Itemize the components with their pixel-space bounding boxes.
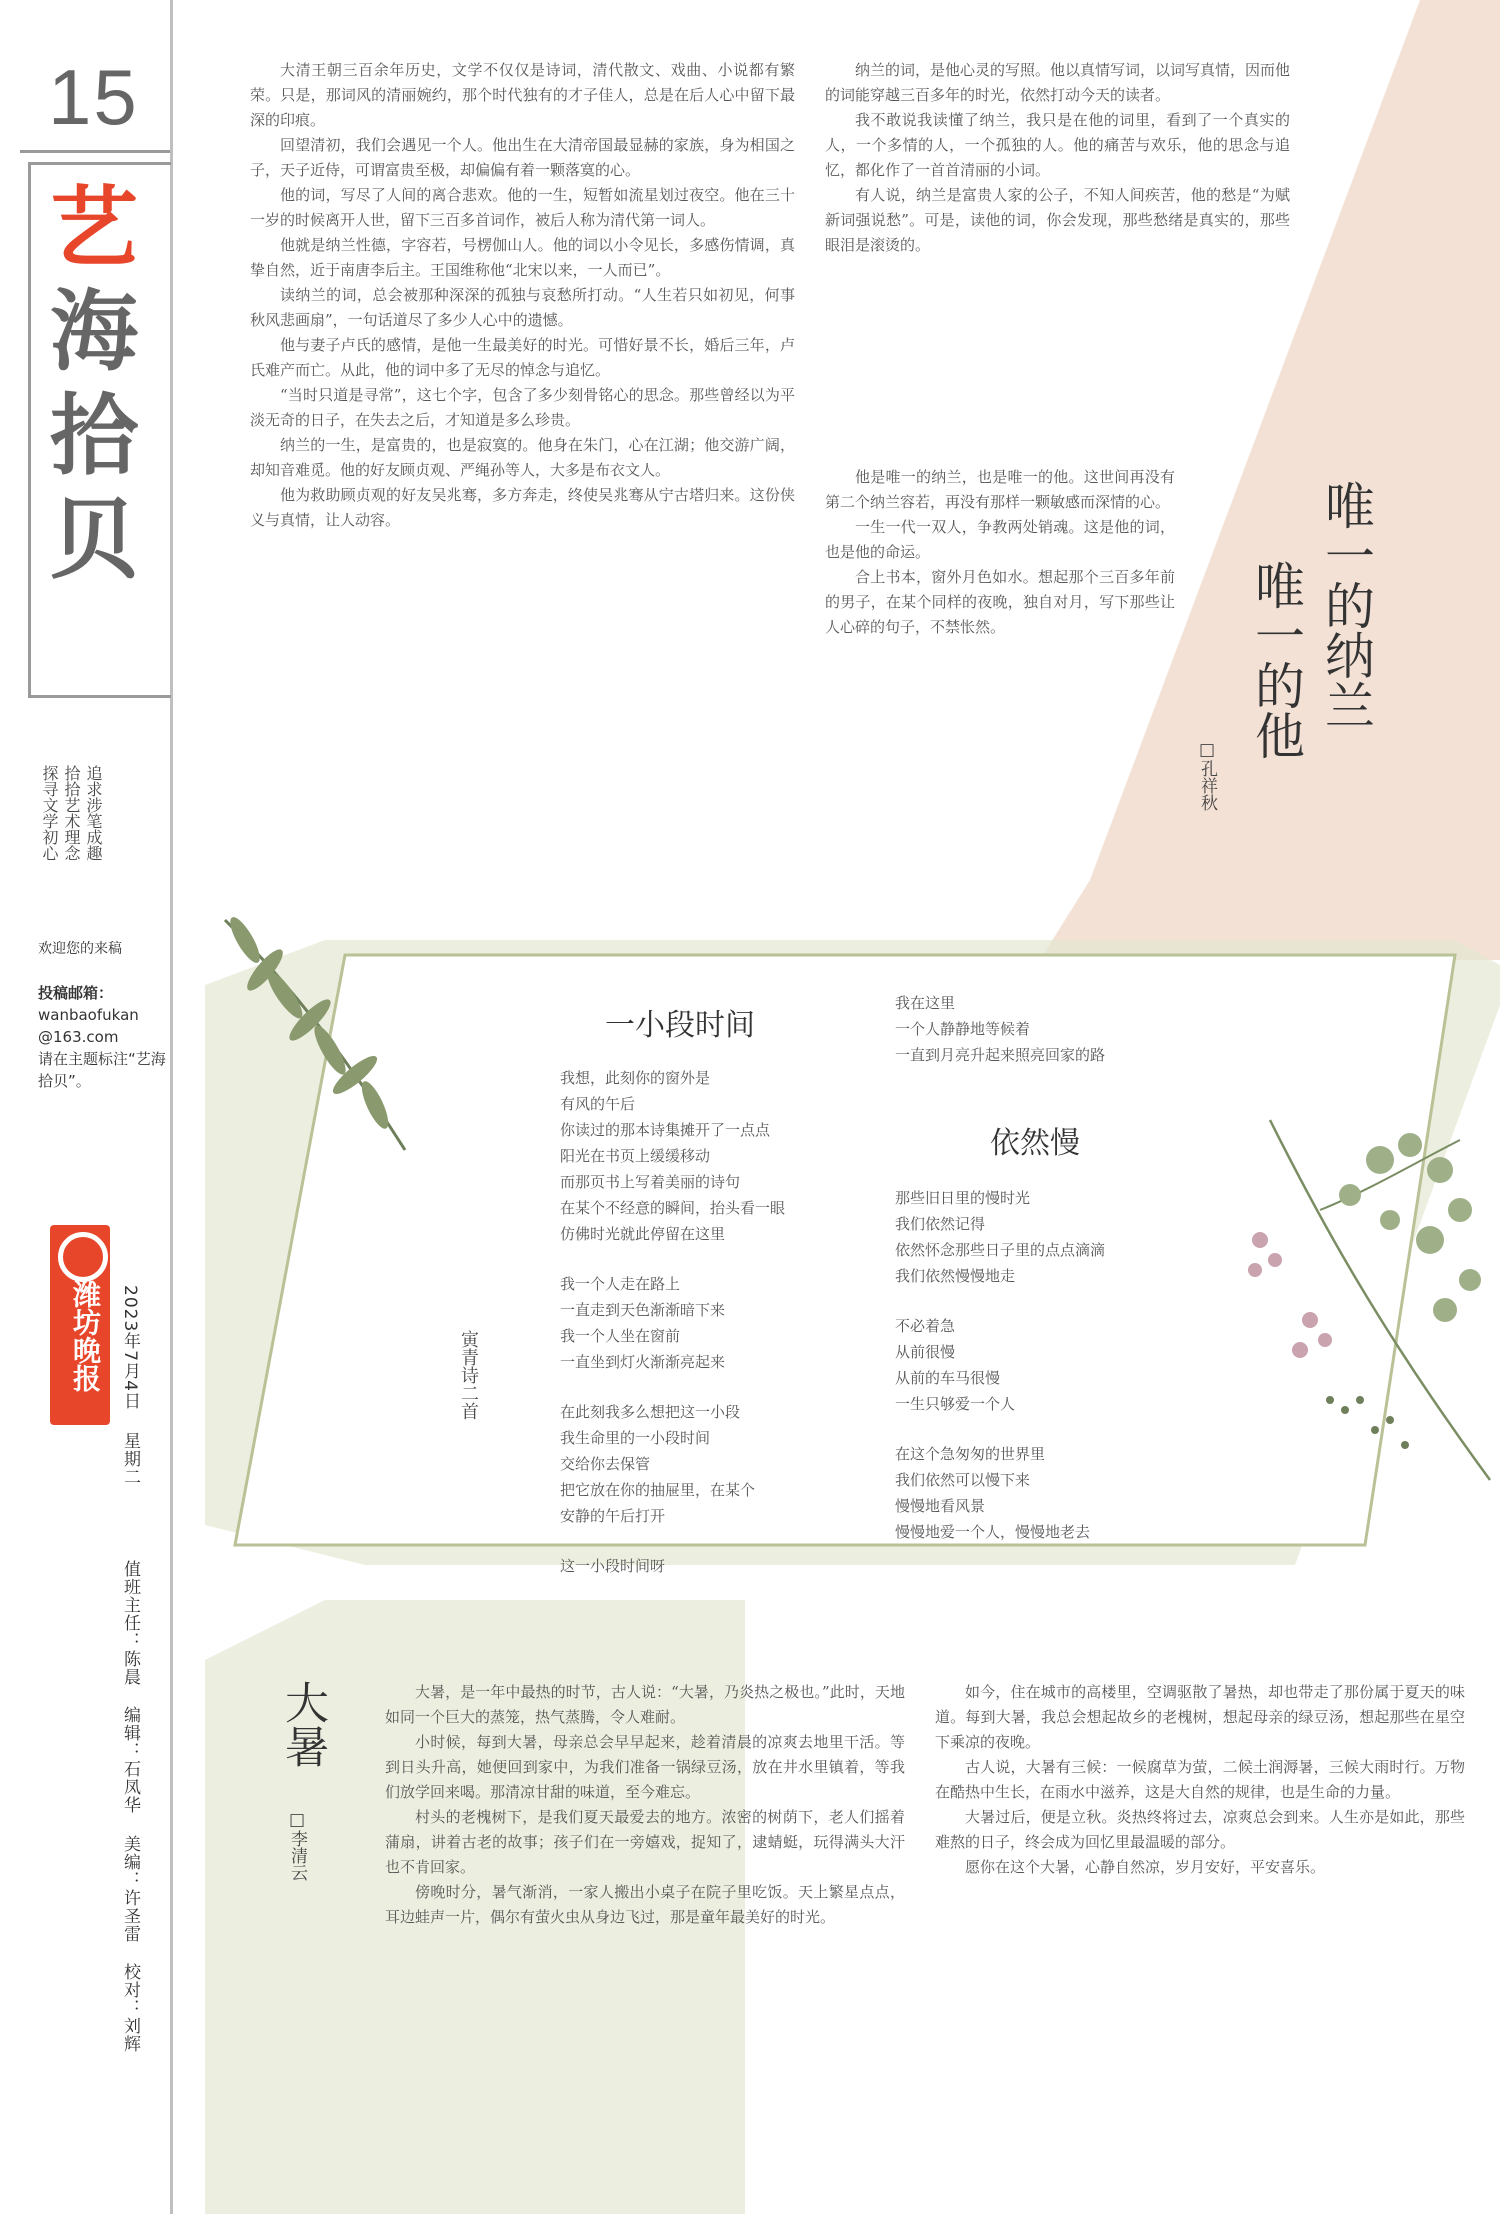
- paragraph: 纳兰的一生，是富贵的，也是寂寞的。他身在朱门，心在江湖；他交游广阔，却知音难觅。他的好友顾贞观、严绳孙等人，大多是布衣文人。: [250, 436, 795, 479]
- paragraph: 大暑过后，便是立秋。炎热终将过去，凉爽总会到来。人生亦是如此，那些难熬的日子，终会成为回忆里最温暖的部分。: [935, 1808, 1465, 1851]
- article1-column1: [250, 58, 795, 868]
- submission-note: 请在主题标注“艺海拾贝”。: [38, 1050, 166, 1090]
- poem-line: 而那页书上写着美丽的诗句: [560, 1173, 741, 1191]
- submission-info: [38, 982, 168, 1092]
- article2-column1: [385, 1680, 905, 2200]
- poem-line: 从前的车马很慢: [895, 1369, 1001, 1387]
- paragraph: 大清王朝三百余年历史，文学不仅仅是诗词，清代散文、戏曲、小说都有繁荣。只是，那词风的清丽婉约，那个时代独有的才子佳人，总是在后人心中留下最深的印痕。: [250, 61, 795, 129]
- paragraph: 纳兰的词，是他心灵的写照。他以真情写词，以词写真情，因而他的词能穿越三百多年的时光，依然打动今天的读者。: [825, 61, 1290, 104]
- email-user[interactable]: wanbaofukan: [38, 1006, 139, 1024]
- staff-credits: [118, 1560, 143, 2200]
- paragraph: 如今，住在城市的高楼里，空调驱散了暑热，却也带走了那份属于夏天的味道。每到大暑，我总会想起故乡的老槐树，想起母亲的绿豆汤，想起那些在星空下乘凉的夜晚。: [935, 1683, 1465, 1751]
- leaf-branch-illustration: [205, 900, 435, 1160]
- paragraph: 傍晚时分，暑气渐消，一家人搬出小桌子在院子里吃饭。天上繁星点点，耳边蛙声一片，偶尔有萤火虫从身边飞过，那是童年最美好的时光。: [385, 1883, 905, 1926]
- section-title-char: 艺: [50, 175, 139, 279]
- article1-column2: [825, 58, 1290, 458]
- poem-line: 我们依然可以慢下来: [895, 1471, 1031, 1489]
- paragraph: “当时只道是寻常”，这七个字，包含了多少刻骨铭心的思念。那些曾经以为平淡无奇的日子，在失去之后，才知道是多么珍贵。: [250, 386, 795, 429]
- article2-author: □李清云: [287, 1810, 307, 1881]
- paragraph: 村头的老槐树下，是我们夏天最爱去的地方。浓密的树荫下，老人们摇着蒲扇，讲着古老的故事；孩子们在一旁嬉戏，捉知了，逮蜻蜓，玩得满头大汗也不肯回家。: [385, 1808, 905, 1876]
- poem-line: 在某个不经意的瞬间，抬头看一眼: [560, 1199, 786, 1217]
- article1-column2-lower: [825, 465, 1175, 865]
- poem2-title: 依然慢: [990, 1126, 1080, 1161]
- poem-line: 你读过的那本诗集摊开了一点点: [560, 1121, 771, 1139]
- article2-column2: [935, 1680, 1465, 2200]
- paragraph: 我不敢说我读懂了纳兰，我只是在他的词里，看到了一个真实的人，一个多情的人，一个孤独的人。他的痛苦与欢乐，他的思念与追忆，都化作了一首首清丽的小词。: [825, 111, 1290, 179]
- credit-line: 美编：许圣雷: [120, 1834, 140, 1943]
- poem-line: 我们依然慢慢地走: [895, 1267, 1016, 1285]
- credit-line: 值班主任：陈晨: [120, 1560, 140, 1686]
- paragraph: 古人说，大暑有三候：一候腐草为萤，二候土润溽暑，三候大雨时行。万物在酷热中生长，在雨水中滋养，这是大自然的规律，也是生命的力量。: [935, 1758, 1465, 1801]
- poem-line: 一个人静静地等候着: [895, 1020, 1031, 1038]
- poem-line: 我生命里的一小段时间: [560, 1429, 711, 1447]
- poem-line: 阳光在书页上缓缓移动: [560, 1147, 711, 1165]
- poem-line: 我们依然记得: [895, 1215, 986, 1233]
- article1-title-line1: 唯一的纳兰: [1317, 480, 1375, 730]
- paragraph: 有人说，纳兰是富贵人家的公子，不知人间疾苦，他的愁是“为赋新词强说愁”。可是，读他的词，你会发现，那些愁绪是真实的，那些眼泪是滚烫的。: [825, 186, 1290, 254]
- poem2-body: [895, 1185, 1235, 1545]
- page-number: 15: [48, 53, 139, 141]
- poem-line: 一直坐到灯火渐渐亮起来: [560, 1353, 726, 1371]
- slogan-line: 探寻文学初心: [40, 765, 59, 861]
- section-slogan: [38, 765, 104, 925]
- poem-line: 交给你去保管: [560, 1455, 651, 1473]
- paragraph: 小时候，每到大暑，母亲总会早早起来，趁着清晨的凉爽去地里干活。等到日头升高，她便回到家中，为我们准备一锅绿豆汤，放在井水里镇着，等我们放学回来喝。那清凉甘甜的味道，至今难忘。: [385, 1733, 905, 1801]
- poem-line: 慢慢地爱一个人，慢慢地老去: [895, 1523, 1091, 1541]
- poem1-body: [560, 1065, 900, 1579]
- welcome-text: 欢迎您的来稿: [38, 941, 122, 957]
- poem-line: 我想，此刻你的窗外是: [560, 1069, 711, 1087]
- poem-line: 一生只够爱一个人: [895, 1395, 1016, 1413]
- paragraph: 合上书本，窗外月色如水。想起那个三百多年前的男子，在某个同样的夜晚，独自对月，写下那些让人心碎的句子，不禁怅然。: [825, 568, 1175, 636]
- credit-line: 编辑：石凤华: [120, 1706, 140, 1815]
- poem-line: 安静的午后打开: [560, 1507, 666, 1525]
- poem-line: 不必着急: [895, 1317, 956, 1335]
- poem-line: 在这个急匆匆的世界里: [895, 1445, 1046, 1463]
- section-title-char: 拾: [50, 383, 139, 487]
- poem-line: 仿佛时光就此停留在这里: [560, 1225, 726, 1243]
- poem-series-title: 寅青诗二首: [458, 1330, 479, 1420]
- poem-line: 有风的午后: [560, 1095, 636, 1113]
- paragraph: 大暑，是一年中最热的时节，古人说：“大暑，乃炎热之极也。”此时，天地如同一个巨大的蒸笼，热气蒸腾，令人难耐。: [385, 1683, 905, 1726]
- poem-line: 一直到月亮升起来照亮回家的路: [895, 1046, 1106, 1064]
- paragraph: 他与妻子卢氏的感情，是他一生最美好的时光。可惜好景不长，婚后三年，卢氏难产而亡。从此，他的词中多了无尽的悼念与追忆。: [250, 336, 795, 379]
- section-title-char: 贝: [50, 487, 139, 591]
- poem-line: 我一个人坐在窗前: [560, 1327, 681, 1345]
- paragraph: 回望清初，我们会遇见一个人。他出生在大清帝国最显赫的家族，身为相国之子，天子近侍，可谓富贵至极，却偏偏有着一颗落寞的心。: [250, 136, 795, 179]
- poem-line: 慢慢地看风景: [895, 1497, 986, 1515]
- poem2-intro: [895, 990, 1225, 1068]
- newspaper-name: 潍坊晚报: [69, 1280, 102, 1392]
- paragraph: 他的词，写尽了人间的离合悲欢。他的一生，短暂如流星划过夜空。他在三十一岁的时候离开人世，留下三百多首词作，被后人称为清代第一词人。: [250, 186, 795, 229]
- poem-line: 从前很慢: [895, 1343, 956, 1361]
- poem-line: 依然怀念那些日子里的点点滴滴: [895, 1241, 1106, 1259]
- issue-date: [118, 1285, 143, 1545]
- poem-line: 我一个人走在路上: [560, 1275, 681, 1293]
- paragraph: 他就是纳兰性德，字容若，号楞伽山人。他的词以小令见长，多感伤情调，真挚自然，近于南唐李后主。王国维称他“北宋以来，一人而已”。: [250, 236, 795, 279]
- paragraph: 愿你在这个大暑，心静自然凉，岁月安好，平安喜乐。: [965, 1858, 1326, 1876]
- poem-line: 把它放在你的抽屉里，在某个: [560, 1481, 756, 1499]
- credit-line: 校对：刘辉: [120, 1963, 140, 2054]
- slogan-line: 拾拾艺术理念: [62, 765, 81, 861]
- email-label: 投稿邮箱：: [38, 984, 114, 1002]
- article1-title-line2: 唯一的他: [1247, 560, 1305, 760]
- masthead-divider: [20, 150, 170, 153]
- date: 2023年7月4日: [120, 1285, 140, 1410]
- poem-line: 这一小段时间呀: [560, 1557, 666, 1575]
- email-domain[interactable]: @163.com: [38, 1028, 119, 1046]
- poem-line: 在此刻我多么想把这一小段: [560, 1403, 741, 1421]
- paragraph: 他为救助顾贞观的好友吴兆骞，多方奔走，终使吴兆骞从宁古塔归来。这份侠义与真情，让人动容。: [250, 486, 795, 529]
- paragraph: 读纳兰的词，总会被那种深深的孤独与哀愁所打动。“人生若只如初见，何事秋风悲画扇”，一句话道尽了多少人心中的遗憾。: [250, 286, 795, 329]
- section-title-char: 海: [50, 279, 139, 383]
- poem-line: 一直走到天色渐渐暗下来: [560, 1301, 726, 1319]
- poem-line: 我在这里: [895, 994, 956, 1012]
- article1-author: □孔祥秋: [1197, 740, 1217, 811]
- article2-title: 大暑: [277, 1680, 328, 1768]
- poem1-title: 一小段时间: [605, 1008, 755, 1043]
- section-title: [50, 175, 160, 591]
- slogan-line: 追求涉笔成趣: [84, 765, 103, 861]
- weekday: 星期二: [120, 1432, 140, 1487]
- paragraph: 他是唯一的纳兰，也是唯一的他。这世间再没有第二个纳兰容若，再没有那样一颗敏感而深情的心。: [825, 468, 1175, 511]
- paragraph: 一生一代一双人，争教两处销魂。这是他的词，也是他的命运。: [825, 518, 1175, 561]
- logo-ring-icon: [58, 1232, 108, 1282]
- poem-line: 那些旧日里的慢时光: [895, 1189, 1031, 1207]
- berry-branch-illustration: [1230, 1100, 1500, 1520]
